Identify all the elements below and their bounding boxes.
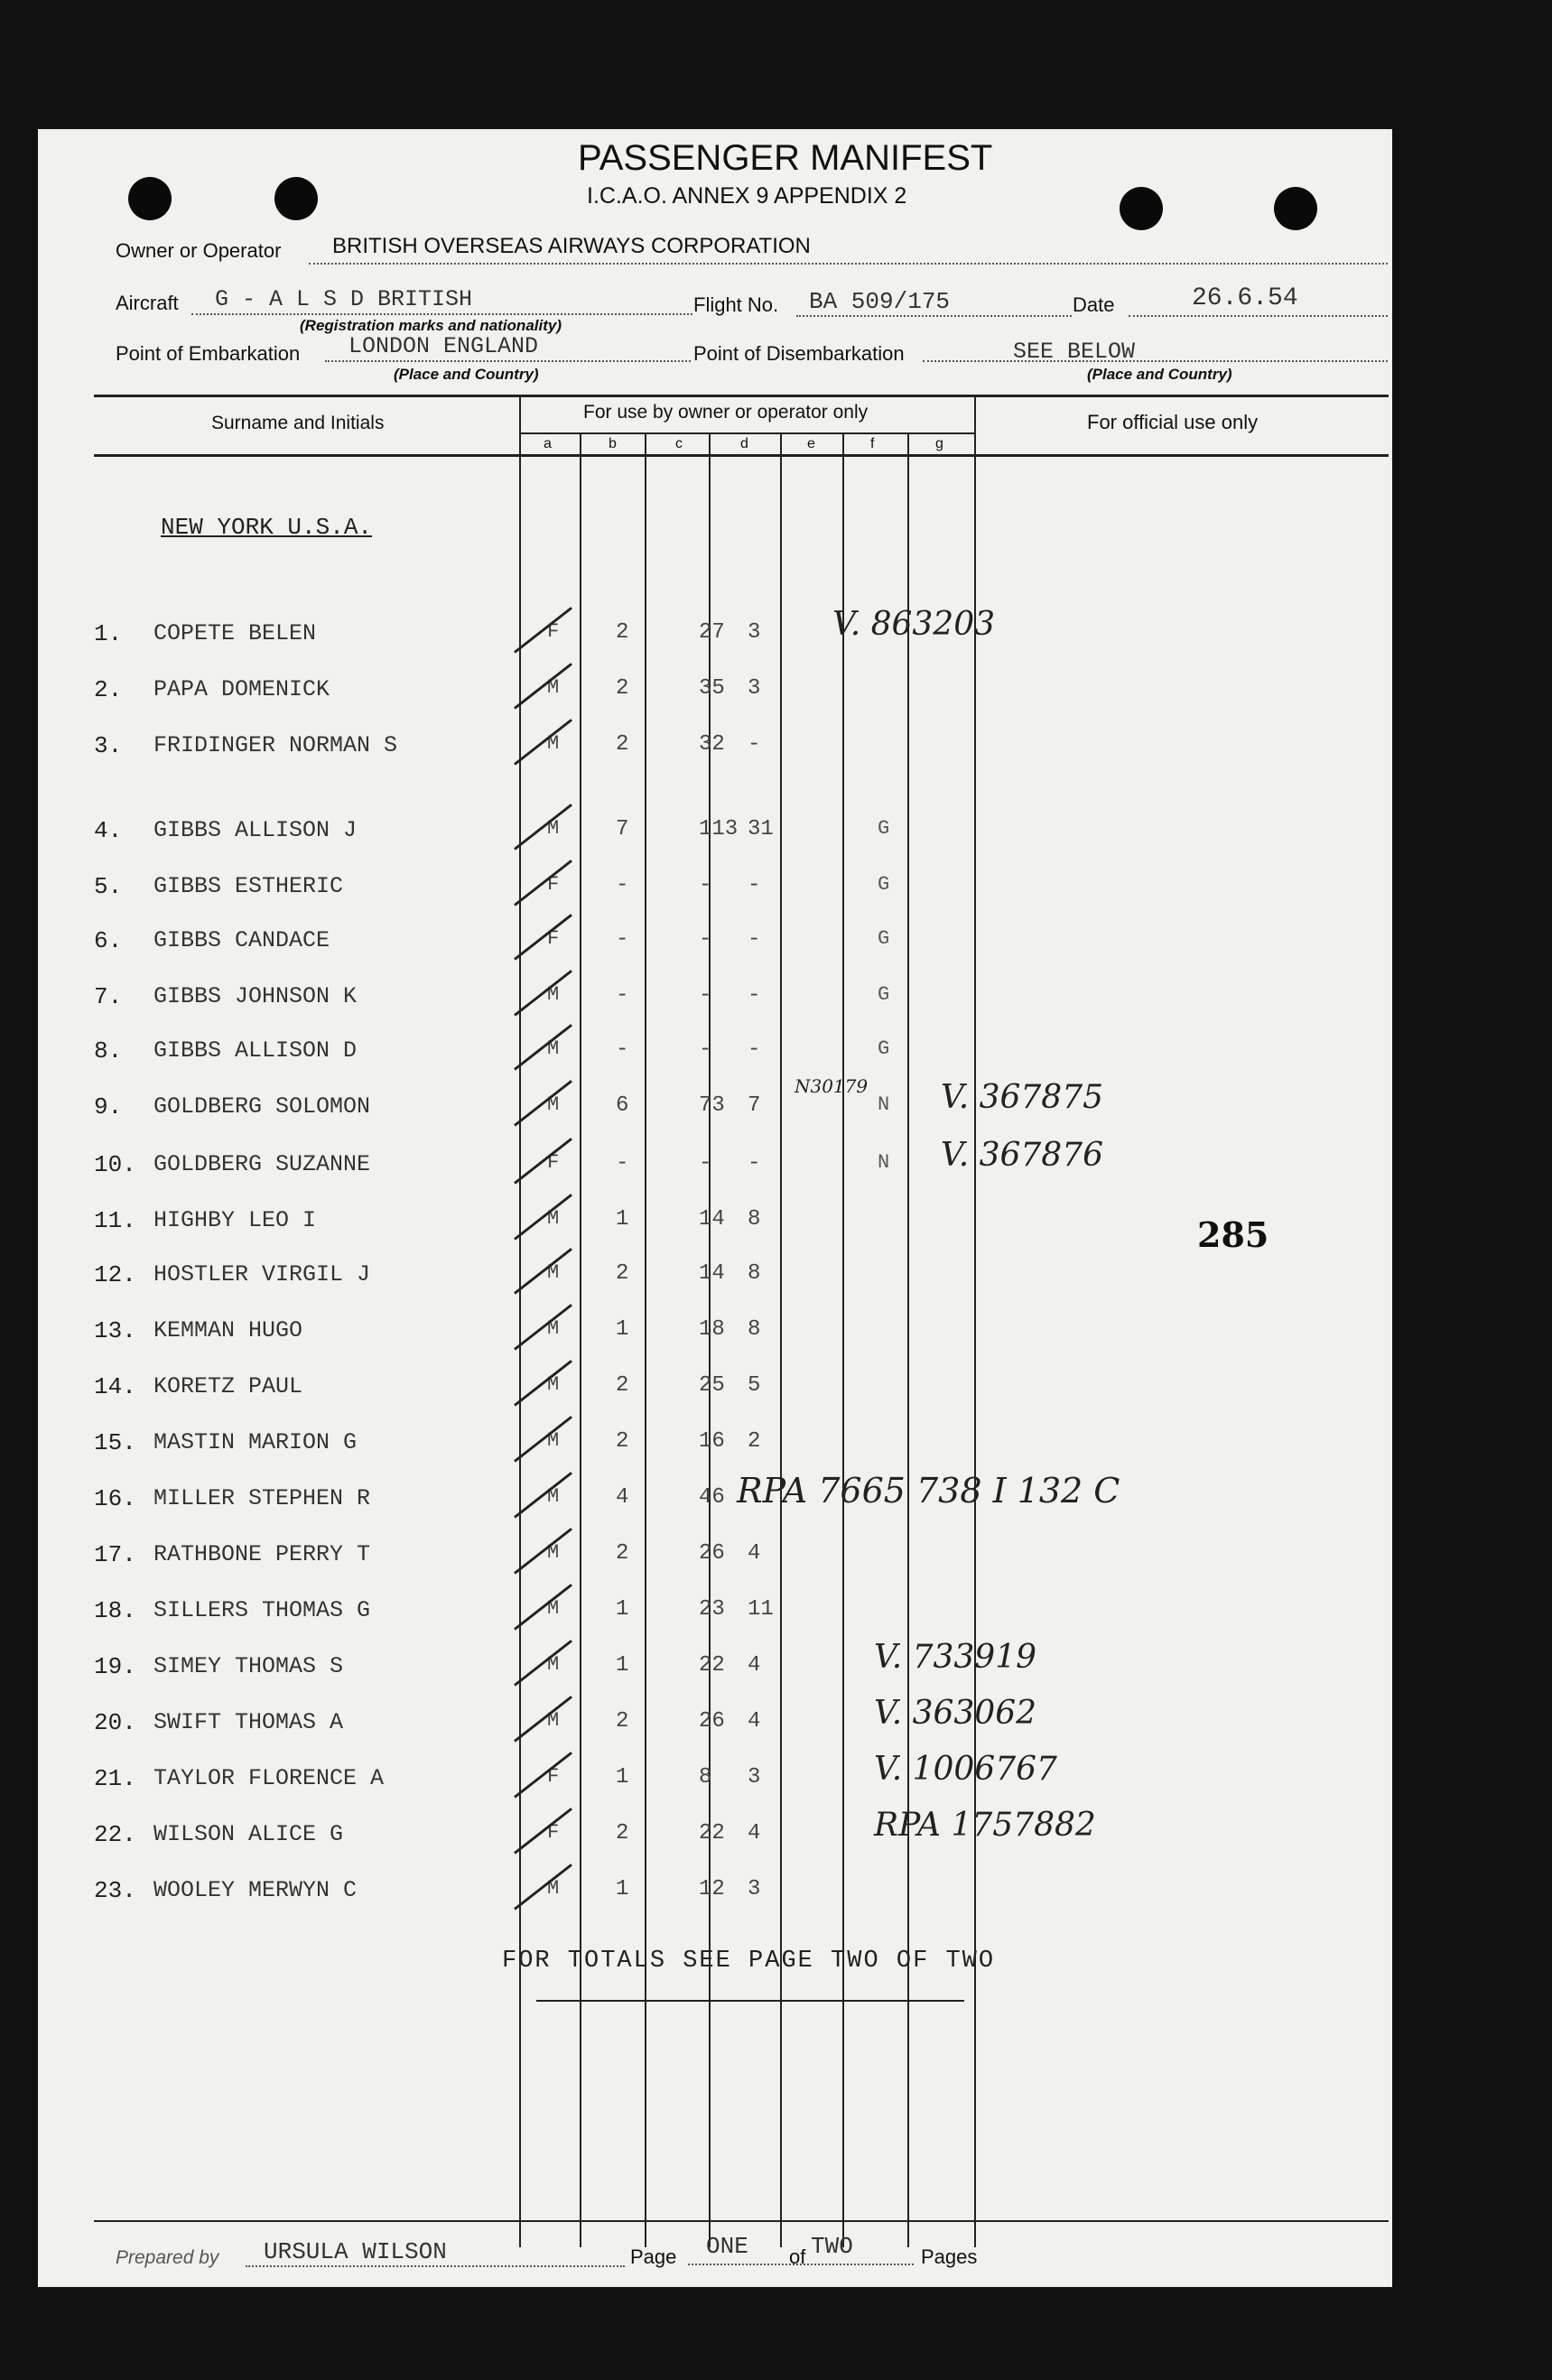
check-mark [514,1024,572,1071]
page-label: Page [630,2245,677,2268]
cell-name: KORETZ PAUL [153,1373,303,1399]
cell-num: 19. [94,1653,136,1680]
page-subtitle: I.C.A.O. ANNEX 9 APPENDIX 2 [587,183,907,209]
cell-a: M [547,1541,560,1564]
cell-c: 14 [699,1207,725,1232]
col-rule-b [645,432,646,2247]
cell-name: SILLERS THOMAS G [153,1597,371,1623]
cell-name: SWIFT THOMAS A [153,1709,344,1735]
cell-f: N [878,1151,890,1174]
cell-num: 12. [94,1261,136,1288]
cell-c: - [699,1151,712,1176]
cell-c: 26 [699,1709,725,1734]
cell-a: M [547,1653,560,1676]
embark-label: Point of Embarkation [116,342,301,365]
cell-num: 11. [94,1207,136,1234]
aircraft-rule [191,313,692,315]
cell-d: 2 [748,1429,761,1454]
cell-b: 2 [616,1373,629,1398]
punch-hole [1120,187,1163,230]
cell-name: MASTIN MARION G [153,1429,358,1455]
cell-d: - [748,1037,761,1062]
cell-d: 5 [748,1373,761,1398]
official-use-header: For official use only [1087,411,1259,433]
cell-note: RPA 7665 738 I 132 C [737,1471,1120,1511]
cell-b: 1 [616,1317,629,1342]
cell-d: - [748,732,761,757]
cell-a: F [547,927,560,950]
totals-note: FOR TOTALS SEE PAGE TWO OF TWO [502,1948,996,1975]
stamp-number: 285 [1197,1214,1269,1255]
cell-name: TAYLOR FLORENCE A [153,1765,385,1791]
cell-a: M [547,1207,560,1230]
cell-d: - [748,873,761,897]
cell-name: COPETE BELEN [153,620,317,646]
cell-d: - [748,927,761,952]
cell-c: - [699,1037,712,1062]
cell-f: G [878,873,890,896]
check-mark [514,1752,572,1799]
cell-c: - [699,927,712,952]
cell-a: F [547,1151,560,1174]
check-mark [514,719,572,766]
cell-d: 11 [748,1597,774,1622]
cell-note: V. 733919 [874,1639,1037,1676]
page-rule [688,2264,914,2265]
check-mark [514,663,572,710]
cell-note: RPA 1757882 [874,1807,1096,1844]
cell-name: WOOLEY MERWYN C [153,1877,358,1903]
disembark-value: SEE BELOW [1013,339,1136,365]
cell-num: 10. [94,1151,136,1178]
cell-a: M [547,1317,560,1340]
owner-label: Owner or Operator [116,239,282,262]
cell-name: HOSTLER VIRGIL J [153,1261,371,1288]
cell-b: - [616,983,629,1008]
cell-d: 3 [748,1765,761,1790]
cell-a: M [547,1429,560,1452]
cell-a: M [547,732,560,755]
cell-name: RATHBONE PERRY T [153,1541,371,1567]
surname-header: Surname and Initials [211,413,385,433]
check-mark [514,1248,572,1295]
cell-note: V. 1006767 [874,1751,1057,1788]
cell-name: MILLER STEPHEN R [153,1485,371,1511]
cell-b: 2 [616,676,629,701]
owner-rule [309,263,1388,265]
cell-d: 3 [748,676,761,701]
check-mark [514,1304,572,1351]
col-rule-d [780,432,782,2247]
cell-a: M [547,1037,560,1060]
cell-note: V. 367876 [941,1137,1104,1174]
cell-b: 6 [616,1093,629,1118]
cell-a: M [547,676,560,699]
cell-num: 1. [94,620,123,647]
cell-num: 16. [94,1485,136,1512]
check-mark [514,1194,572,1241]
cell-d: 4 [748,1541,761,1566]
cell-num: 22. [94,1821,136,1848]
aircraft-value: G - A L S D BRITISH [215,286,473,312]
col-header-d: d [740,436,748,451]
col-header-c: c [675,436,683,451]
cell-num: 9. [94,1093,123,1120]
cell-b: 1 [616,1653,629,1678]
owner-value: BRITISH OVERSEAS AIRWAYS CORPORATION [332,234,811,258]
disembark-label: Point of Disembarkation [693,342,905,365]
cell-b: 2 [616,1541,629,1566]
cell-num: 14. [94,1373,136,1400]
cell-name: SIMEY THOMAS S [153,1653,344,1679]
page-value: ONE [706,2233,748,2260]
col-header-g: g [935,436,943,451]
check-mark [514,1138,572,1185]
cell-f: G [878,927,890,950]
flight-value: BA 509/175 [809,288,951,315]
check-mark [514,1528,572,1575]
cell-num: 13. [94,1317,136,1344]
cell-a: F [547,1821,560,1844]
cell-a: M [547,1709,560,1732]
cell-a: F [547,620,560,643]
cell-note: V. 863203 [832,606,996,643]
cell-b: 2 [616,1261,629,1286]
cell-d: 4 [748,1821,761,1845]
cell-c: 23 [699,1597,725,1622]
cell-a: M [547,1093,560,1116]
subcol-rule [521,432,974,434]
cell-c: 26 [699,1541,725,1566]
manifest-page [38,129,1392,2287]
cell-name: FRIDINGER NORMAN S [153,732,398,758]
cell-c: 16 [699,1429,725,1454]
cell-c: 25 [699,1373,725,1398]
cell-c: - [699,983,712,1008]
cell-d: 3 [748,1877,761,1901]
cell-a: M [547,1261,560,1284]
punch-hole [128,177,172,220]
cell-d: 4 [748,1653,761,1678]
owner-use-header: For use by owner or operator only [583,402,869,423]
date-rule [1129,315,1388,317]
cell-c: 12 [699,1877,725,1901]
cell-b: 1 [616,1765,629,1790]
of-label: of [789,2245,806,2268]
col-header-b: b [609,436,617,451]
check-mark [514,1640,572,1687]
check-mark [514,1360,572,1407]
cell-b: 2 [616,732,629,757]
cell-b: - [616,1151,629,1176]
cell-d: 7 [748,1093,761,1118]
cell-num: 3. [94,732,123,759]
embark-note: (Place and Country) [394,366,539,383]
cell-num: 5. [94,873,123,900]
cell-c: 27 [699,620,725,645]
cell-note: V. 363062 [874,1695,1037,1732]
cell-name: WILSON ALICE G [153,1821,344,1847]
disembark-note: (Place and Country) [1087,366,1232,383]
cell-f: G [878,1037,890,1060]
cell-c: - [699,873,712,897]
cell-c: 18 [699,1317,725,1342]
col-rule-a [580,432,581,2247]
date-label: Date [1073,293,1115,316]
cell-d: 8 [748,1207,761,1232]
cell-c: 14 [699,1261,725,1286]
cell-num: 6. [94,927,123,954]
col-rule-f [907,432,909,2247]
footer-top-rule [94,2220,1389,2222]
cell-num: 2. [94,676,123,703]
check-mark [514,970,572,1017]
cell-d: - [748,983,761,1008]
cell-d: 8 [748,1317,761,1342]
cell-num: 21. [94,1765,136,1792]
prepared-rule [246,2265,625,2267]
cell-a: M [547,1877,560,1900]
cell-num: 4. [94,817,123,844]
cell-name: HIGHBY LEO I [153,1207,317,1233]
cell-b: - [616,1037,629,1062]
handwritten-code: N30179 [795,1075,869,1097]
col-rule-e [842,432,844,2247]
cell-num: 18. [94,1597,136,1624]
cell-name: GOLDBERG SOLOMON [153,1093,371,1120]
check-mark [514,1416,572,1463]
cell-note: V. 367875 [941,1079,1104,1116]
cell-name: GIBBS JOHNSON K [153,983,358,1009]
cell-num: 17. [94,1541,136,1568]
check-mark [514,1080,572,1127]
col-header-e: e [807,436,815,451]
cell-name: KEMMAN HUGO [153,1317,303,1343]
cell-d: - [748,1151,761,1176]
check-mark [514,1696,572,1743]
cell-b: 1 [616,1207,629,1232]
prepared-label: Prepared by [116,2247,219,2268]
cell-b: 2 [616,620,629,645]
cell-b: 2 [616,1429,629,1454]
cell-c: 73 [699,1093,725,1118]
cell-b: 1 [616,1597,629,1622]
aircraft-label: Aircraft [116,292,179,314]
cell-num: 20. [94,1709,136,1736]
of-value: TWO [811,2233,853,2260]
cell-name: GIBBS ALLISON J [153,817,358,843]
cell-b: 1 [616,1877,629,1901]
cell-b: 2 [616,1709,629,1734]
cell-num: 15. [94,1429,136,1456]
cell-num: 7. [94,983,123,1010]
page-title: PASSENGER MANIFEST [578,138,993,178]
cell-f: G [878,983,890,1006]
check-mark [514,1864,572,1911]
embark-rule [325,360,691,362]
disembark-rule [923,360,1388,362]
check-mark [514,607,572,654]
cell-a: M [547,1373,560,1396]
cell-d: 31 [748,817,774,841]
cell-a: F [547,1765,560,1788]
cell-name: GOLDBERG SUZANNE [153,1151,371,1177]
cell-a: M [547,1597,560,1620]
check-mark [514,1584,572,1631]
cell-c: 32 [699,732,725,757]
cell-c: 113 [699,817,739,841]
cell-c: 22 [699,1821,725,1845]
cell-b: 7 [616,817,629,841]
cell-c: 22 [699,1653,725,1678]
table-top-rule [94,395,1389,397]
cell-a: M [547,817,560,840]
header-bottom-rule [94,454,1389,457]
check-mark [514,804,572,851]
cell-f: G [878,817,890,840]
cell-c: 35 [699,676,725,701]
totals-underline [536,2000,964,2002]
cell-b: 4 [616,1485,629,1510]
prepared-value: URSULA WILSON [264,2238,447,2265]
cell-b: 2 [616,1821,629,1845]
punch-hole [274,177,318,220]
check-mark [514,1472,572,1519]
cell-num: 23. [94,1877,136,1904]
cell-a: M [547,1485,560,1508]
flight-rule [796,315,1072,317]
punch-hole [1274,187,1317,230]
cell-a: M [547,983,560,1006]
pages-label: Pages [921,2245,978,2268]
date-value: 26.6.54 [1192,284,1298,312]
cell-name: GIBBS ALLISON D [153,1037,358,1064]
cell-name: GIBBS ESTHERIC [153,873,344,899]
cell-d: 8 [748,1261,761,1286]
check-mark [514,914,572,961]
cell-b: - [616,873,629,897]
cell-f: N [878,1093,890,1116]
cell-b: - [616,927,629,952]
cell-c: 8 [699,1765,712,1790]
cell-num: 8. [94,1037,123,1064]
col-header-f: f [870,436,875,451]
check-mark [514,1808,572,1855]
cell-name: PAPA DOMENICK [153,676,330,702]
cell-d: 4 [748,1709,761,1734]
flight-label: Flight No. [693,293,779,316]
cell-a: F [547,873,560,896]
section-heading: NEW YORK U.S.A. [161,514,373,541]
embark-value: LONDON ENGLAND [349,333,539,359]
cell-c: 46 [699,1485,725,1510]
col-header-a: a [544,436,552,451]
cell-d: 3 [748,620,761,645]
cell-name: GIBBS CANDACE [153,927,330,953]
aircraft-note: (Registration marks and nationality) [300,317,562,334]
check-mark [514,860,572,906]
